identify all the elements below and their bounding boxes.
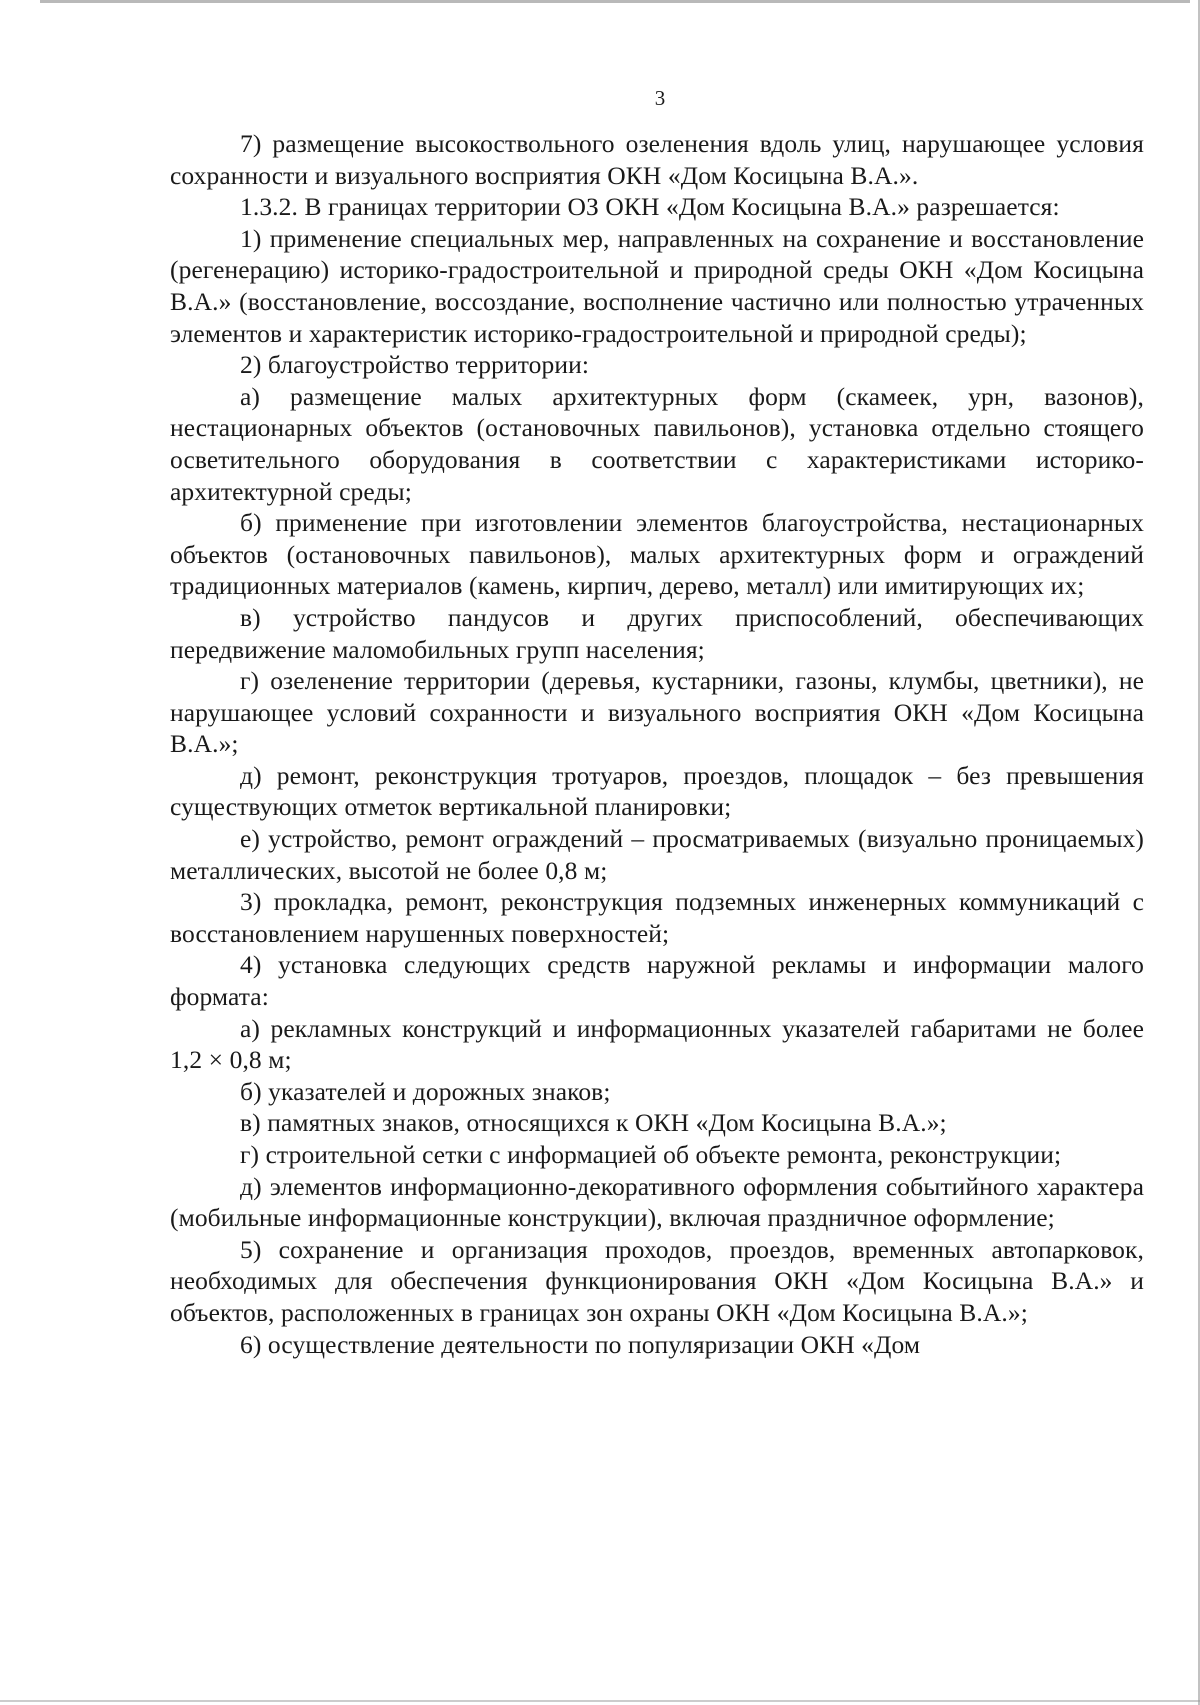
paragraph-1-3-2-allowed: 1.3.2. В границах территории ОЗ ОКН «Дом Косицына В.А.» разрешается: — [240, 192, 1060, 222]
paragraph-5-passages: 5) сохранение и организация проходов, проездов, временных автопарковок, необходимых для обеспечения функционирования ОКН «Дом Косицына В.А.» и объектов, расположенных в границах зон охраны ОКН «Дом Косицына В.А.»; — [170, 1234, 1144, 1327]
paragraph-6-popularization: 6) осуществление деятельности по популяризации ОКН «Дом — [240, 1329, 921, 1359]
paragraph-4-advertising: 4) установка следующих средств наружной рекламы и информации малого формата: — [170, 950, 1144, 1012]
paragraph-4b-road-signs: б) указателей и дорожных знаков; — [240, 1076, 611, 1106]
paragraph-4d-decorative: д) элементов информационно-декоративного оформления событийного характера (мобильные информационные конструкции), включая праздничное оформление; — [170, 1171, 1144, 1233]
paragraph-4g-construction-mesh: г) строительной сетки с информацией об объекте ремонта, реконструкции; — [240, 1140, 1062, 1169]
scan-edge-bottom — [0, 1700, 1200, 1702]
paragraph-2d-sidewalks: д) ремонт, реконструкция тротуаров, проездов, площадок – без превышения существующих отметок вертикальной планировки; — [170, 760, 1144, 822]
paragraph-1-special-measures: 1) применение специальных мер, направленных на сохранение и восстановление (регенерацию) историко-градостроительной и природной среды ОКН «Дом Косицына В.А.» (восстановление, воссоздание, восполнение частично или полностью утраченных элементов и характеристик историко-градостроительной и природной среды); — [170, 223, 1144, 348]
paragraph-2e-fences: е) устройство, ремонт ограждений – просматриваемых (визуально проницаемых) металлических, высотой не более 0,8 м; — [170, 824, 1144, 885]
scan-edge-top — [40, 0, 1190, 3]
paragraph-7-greenery: 7) размещение высокоствольного озеленения вдоль улиц, нарушающее условия сохранности и визуального восприятия ОКН «Дом Косицына В.А.». — [170, 129, 1144, 190]
paragraph-2g-landscaping: г) озеленение территории (деревья, кустарники, газоны, клумбы, цветники), не нарушающее условий сохранности и визуального восприятия ОКН «Дом Косицына В.А.»; — [170, 666, 1144, 759]
paragraph-4a-ad-structures: а) рекламных конструкций и информационных указателей габаритами не более 1,2 × 0,8 м; — [170, 1013, 1144, 1075]
paragraph-2v-ramps: в) устройство пандусов и других приспособлений, обеспечивающих передвижение маломобильных групп населения; — [170, 602, 1144, 664]
paragraph-4v-memorial-signs: в) памятных знаков, относящихся к ОКН «Дом Косицына В.А.»; — [240, 1108, 947, 1138]
page-number: 3 — [654, 86, 666, 110]
document-body — [170, 128, 1144, 1360]
paragraph-2b-materials: б) применение при изготовлении элементов благоустройства, нестационарных объектов (остановочных павильонов), малых архитектурных форм и ограждений традиционных материалов (камень, кирпич, дерево, металл) или имитирующих их; — [170, 508, 1144, 601]
paragraph-2-improvement: 2) благоустройство территории: — [240, 350, 590, 380]
paragraph-2a-small-forms: а) размещение малых архитектурных форм (скамеек, урн, вазонов), нестационарных объектов (остановочных павильонов), установка отдельно стоящего осветительного оборудования в соответствии с характеристиками историко-архитектурной среды; — [170, 381, 1144, 506]
paragraph-3-utilities: 3) прокладка, ремонт, реконструкция подземных инженерных коммуникаций с восстановлением нарушенных поверхностей; — [170, 887, 1144, 948]
